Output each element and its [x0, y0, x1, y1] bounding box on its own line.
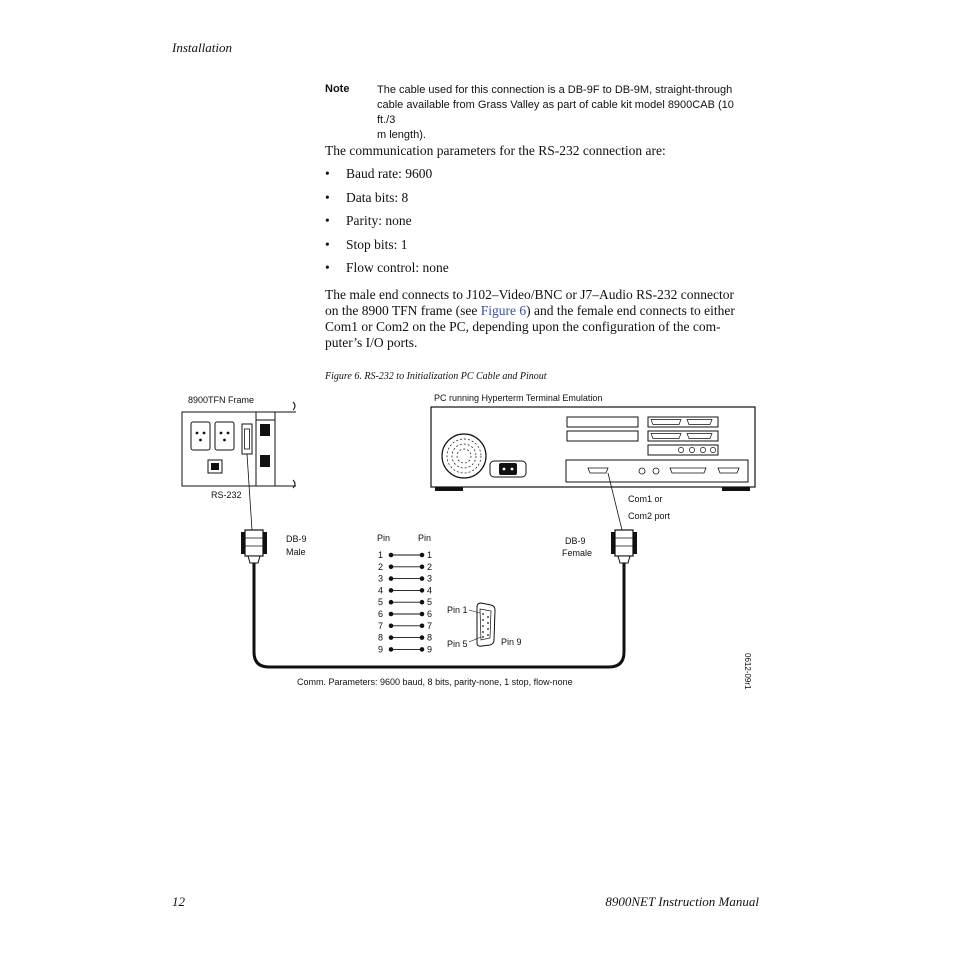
pin-number-left: 3 [378, 573, 384, 584]
pin-number-left: 5 [378, 597, 384, 608]
pin-number-right: 6 [427, 609, 433, 619]
pin-number-right: 9 [427, 644, 433, 655]
db9-female-connector-icon [611, 530, 637, 563]
pin-number-left: 4 [378, 585, 384, 596]
com-port-icon [588, 468, 608, 473]
pin-row [378, 562, 432, 572]
pin-number-right: 2 [427, 561, 433, 572]
db9-male-connector-icon [241, 530, 267, 563]
pin-number-right: 8 [427, 632, 433, 643]
pin-number-right: 1 [427, 550, 433, 560]
pin-dot [420, 647, 425, 652]
pin-dot [389, 635, 394, 640]
pc-label: PC running Hyperterm Terminal Emulation [434, 393, 603, 403]
pin-row [378, 621, 432, 631]
frame-label: 8900TFN Frame [188, 395, 255, 405]
list-item: • Flow control: none [325, 260, 449, 275]
female-label: Female [562, 548, 593, 558]
manual-title: 8900NET Instruction Manual [605, 894, 759, 909]
pinout-table [378, 550, 432, 654]
pin-dot [389, 600, 394, 605]
male-label: DB-9 [286, 534, 307, 544]
com-label: Com2 port [628, 511, 671, 521]
paragraph-line: puter’s I/O ports. [325, 335, 418, 350]
pin-number-right: 7 [427, 620, 433, 631]
pin-dot [420, 565, 425, 570]
intro-paragraph: The communication parameters for the RS-232 connection are: [325, 143, 666, 158]
cable [254, 563, 624, 667]
pin-row [378, 550, 432, 560]
female-label: DB-9 [565, 536, 586, 546]
pin-dot [389, 647, 394, 652]
figure-6-link[interactable]: Figure 6 [480, 303, 527, 318]
pin1-label: Pin 1 [447, 605, 468, 615]
pin-number-right: 3 [427, 573, 433, 584]
power-inlet-icon [215, 422, 234, 450]
pin-dot [389, 553, 394, 558]
pin-header-left: Pin [377, 533, 391, 543]
pin-row [378, 574, 432, 584]
pin-number-left: 6 [378, 609, 384, 619]
fan-icon [442, 434, 486, 478]
pin-header-right: Pin [418, 533, 432, 543]
note-line: m length). [377, 129, 426, 141]
list-item: • Data bits: 8 [325, 189, 409, 205]
pin-dot [420, 635, 425, 640]
pin-row [378, 609, 432, 619]
male-label: Male [286, 547, 306, 557]
list-item: • Baud rate: 9600 [325, 166, 433, 181]
pin-dot [420, 612, 425, 617]
pin-dot [389, 565, 394, 570]
list-item: • Stop bits: 1 [325, 236, 408, 252]
note-line: The cable used for this connection is a DB-9F to DB-9M, straight-through [377, 84, 733, 96]
paragraph-line: The male end connects to J102–Video/BNC or J7–Audio RS-232 connector [325, 287, 734, 302]
pin-dot [389, 624, 394, 629]
pin-dot [389, 612, 394, 617]
pin-row [378, 597, 432, 607]
pin-row [378, 633, 432, 643]
list-item: • Parity: none [325, 213, 412, 228]
rs232-label: RS-232 [211, 490, 242, 500]
pin-number-left: 2 [378, 561, 384, 572]
pin5-label: Pin 5 [447, 639, 468, 649]
pin-dot [389, 576, 394, 581]
pin-number-right: 5 [427, 597, 433, 608]
running-header: Installation [172, 40, 232, 55]
pin-number-left: 9 [378, 644, 384, 655]
pin-dot [420, 624, 425, 629]
pin-dot [420, 576, 425, 581]
pin-dot [420, 600, 425, 605]
pin-number-right: 4 [427, 585, 433, 596]
paragraph-line: on the 8900 TFN frame (see Figure 6) and the female end connects to either [325, 303, 735, 318]
pin9-label: Pin 9 [501, 637, 522, 647]
pin-row [378, 585, 432, 595]
pin-dot [389, 588, 394, 593]
pin-number-left: 8 [378, 632, 384, 643]
pc-rear-panel [431, 407, 755, 491]
com-label: Com1 or [628, 494, 663, 504]
db9-face-icon [477, 603, 495, 646]
power-inlet-icon [191, 422, 210, 450]
note-label: Note [325, 83, 350, 95]
frame-8900tfn [182, 402, 296, 488]
pin-dot [420, 588, 425, 593]
pin-number-left: 7 [378, 620, 384, 631]
paragraph-line: Com1 or Com2 on the PC, depending upon the configuration of the com- [325, 319, 721, 334]
pin-row [378, 644, 432, 654]
page-number: 12 [172, 894, 185, 909]
pin-number-left: 1 [378, 550, 384, 560]
pin-dot [420, 553, 425, 558]
comm-parameters: Comm. Parameters: 9600 baud, 8 bits, parity-none, 1 stop, flow-none [297, 677, 573, 687]
note-line: cable available from Grass Valley as part of cable kit model 8900CAB (10 ft./3 [377, 99, 734, 126]
figure-id: 0612-09r1 [743, 653, 752, 690]
figure-caption: Figure 6. RS-232 to Initialization PC Cable and Pinout [325, 371, 547, 382]
